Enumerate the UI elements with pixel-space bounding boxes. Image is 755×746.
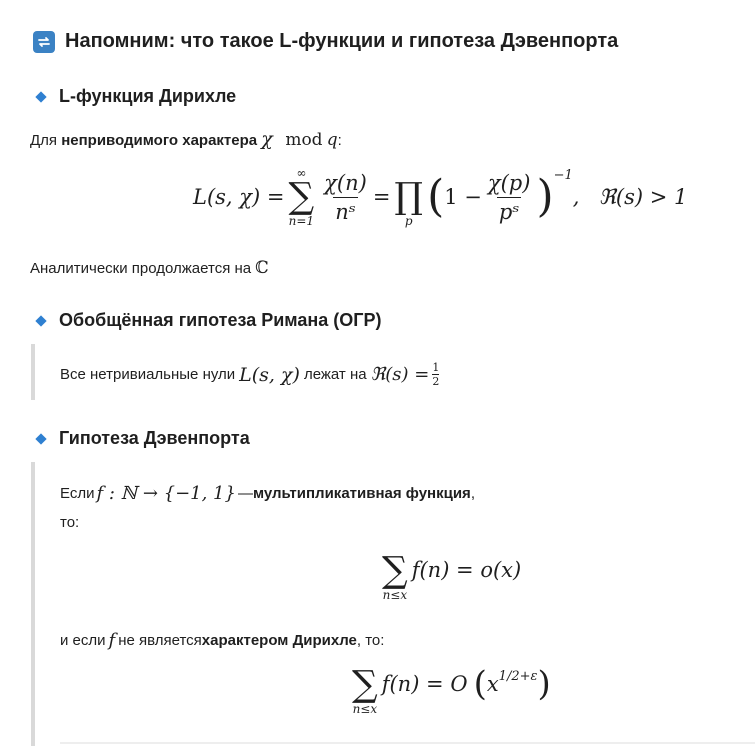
sum-operator: ∞ ∑ n=1 bbox=[288, 166, 315, 228]
davenport-and-if: и если f не является характером Дирихле , то: bbox=[60, 630, 385, 651]
quote-bar bbox=[31, 344, 35, 400]
sum-operator: ∑ n≤x bbox=[382, 550, 408, 602]
davenport-formula-1: ∑ n≤x f(n) = o(x) bbox=[382, 550, 522, 602]
section-heading-grh bbox=[37, 310, 381, 331]
section-heading-text: Гипотеза Дэвенпорта bbox=[59, 428, 250, 448]
section-heading-dirichlet bbox=[37, 86, 236, 107]
sum-operator: ∑ n≤x bbox=[352, 664, 378, 716]
repeat-icon bbox=[33, 31, 55, 53]
bold-term: неприводимого характера bbox=[61, 132, 258, 149]
section-heading-text: L-функция Дирихле bbox=[59, 86, 237, 106]
page-title bbox=[33, 30, 618, 53]
diamond-bullet-icon bbox=[35, 315, 46, 326]
fraction-chi-p: $\frac{\chi(p)}{\text{pˢ}}$ bbox=[487, 170, 531, 224]
product-operator: ∏ p bbox=[394, 176, 424, 228]
one-half-fraction: $\frac{1}{2}$ bbox=[432, 361, 440, 388]
grh-statement: Все нетривиальные нули L(s, χ) лежат на ℜ(s) = $\frac{1}{2}$ bbox=[60, 361, 440, 388]
quote-bar bbox=[31, 462, 35, 746]
davenport-if: Если f : ℕ → {−1, 1} — мультипликативная функция , bbox=[60, 483, 475, 504]
bold-term: мультипликативная функция bbox=[252, 485, 471, 502]
section-heading-davenport bbox=[37, 428, 250, 449]
bold-term: характером Дирихле bbox=[201, 632, 357, 649]
dirichlet-intro: Для неприводимого характера χ mod q: bbox=[30, 128, 342, 150]
diamond-bullet-icon bbox=[35, 91, 46, 102]
page-title-text: Напомним: что такое L-функции и гипотеза Дэвенпорта bbox=[65, 30, 619, 52]
fraction-chi-n: $\frac{\chi(n)}{\text{nˢ}}$ bbox=[324, 170, 367, 224]
davenport-then: то: bbox=[60, 514, 80, 531]
dirichlet-l-function-formula: L(s, χ) = ∞ ∑ n=1 $\frac{\chi(n)}{\text{nˢ}}$ = ∏ p ( 1 − $\frac{\chi(p)}{\text{pˢ}}$ ) $^{-1}$ , ℜ(s) > 1 bbox=[193, 166, 688, 228]
section-heading-text: Обобщённая гипотеза Римана (ОГР) bbox=[59, 310, 382, 330]
davenport-formula-2: ∑ n≤x f(n) = O ( x $^{1/2+\varepsilon}$ ) bbox=[352, 664, 551, 716]
divider bbox=[60, 742, 755, 744]
analytic-continuation: Аналитически продолжается на ℂ bbox=[30, 258, 269, 278]
diamond-bullet-icon bbox=[35, 433, 46, 444]
